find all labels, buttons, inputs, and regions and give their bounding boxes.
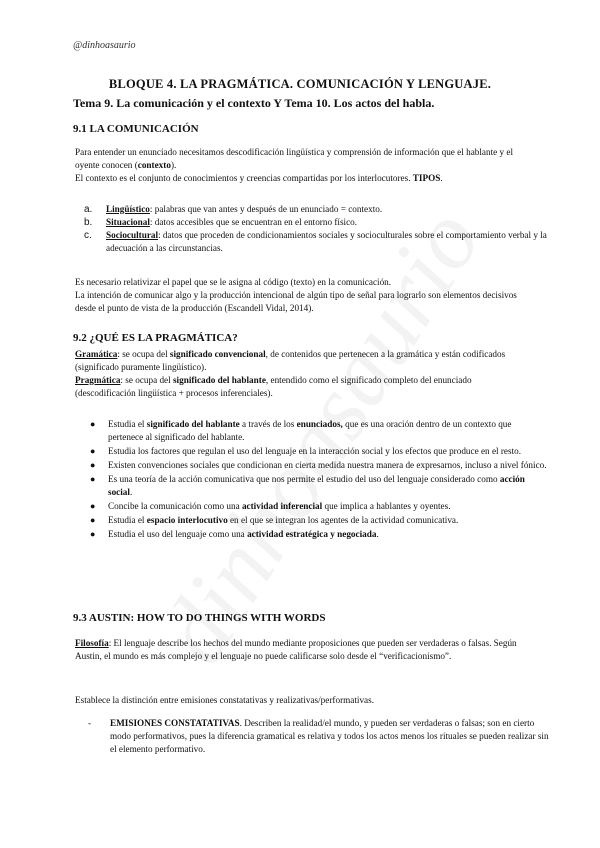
list-item: ● Estudia el significado del hablante a través de los enunciados, que es una oración dentro de un contexto que pertenece al significado del hablante. <box>90 419 512 442</box>
list-item: ● Estudia los factores que regulan el uso del lenguaje en la interacción social y los efectos que produce en el resto. <box>90 446 522 456</box>
section-heading-comunicacion: 9.1 LA COMUNICACIÓN <box>73 123 199 135</box>
list-item: ● Es una teoría de la acción comunicativa que nos permite el estudio del uso del lenguaje considerado como acción social. <box>90 474 525 497</box>
list-item: c. Sociocultural: datos que proceden de condicionamientos sociales y socioculturales sobre el comportamiento verbal y la adecuación a las circunstancias. <box>84 230 547 253</box>
pragmatica-bullet-list <box>90 418 548 542</box>
list-item: ● Estudia el uso del lenguaje como una actividad estratégica y negociada. <box>90 529 379 539</box>
document-title: BLOQUE 4. LA PRAGMÁTICA. COMUNICACIÓN Y LENGUAJE. <box>108 77 492 91</box>
paragraph-distincion: Establece la distinción entre emisiones constatativas y realizativas/performativas. <box>75 695 374 705</box>
list-item: ● Existen convenciones sociales que condicionan en cierta medida nuestra manera de expresarnos, incluso a nivel fónico. <box>90 460 547 470</box>
author-handle: @dinhoasaurio <box>73 40 136 51</box>
list-item-emisiones-constatativas: - EMISIONES CONSTATATIVAS. Describen la realidad/el mundo, y pueden ser verdaderas o falsas; son en cierto modo performativos, pues la diferencia gramatical es relativa y todos los actos menos los rituales se pueden realizar sin el elemento performativo. <box>88 718 549 754</box>
section-heading-austin: 9.3 AUSTIN: HOW TO DO THINGS WITH WORDS <box>73 612 326 624</box>
list-item: ● Estudia el espacio interlocutivo en el que se integran los agentes de la actividad comunicativa. <box>90 515 459 525</box>
context-types-list <box>84 203 550 255</box>
paragraph-enunciado: Para entender un enunciado necesitamos descodificación lingüística y comprensión de información que el hablante y el oyente conocen (contexto). El contexto es el conjunto de conocimientos y creencias compartidas por los interlocutores. TIPOS. <box>75 147 514 183</box>
paragraph-codigo: Es necesario relativizar el papel que se le asigna al código (texto) en la comunicación. La intención de comunicar algo y la producción intencional de algún tipo de señal para lograrlo son elementos decisivos desde el punto de vista de la producción (Escandell Vidal, 2014). <box>75 277 517 313</box>
list-item: ● Concibe la comunicación como una actividad inferencial que implica a hablantes y oyentes. <box>90 501 451 511</box>
list-item: b. Situacional: datos accesibles que se encuentran en el entorno físico. <box>84 217 358 228</box>
list-item: a. Lingüístico: palabras que van antes y después de un enunciado = contexto. <box>84 204 383 215</box>
document-subtitle: Tema 9. La comunicación y el contexto Y Tema 10. Los actos del habla. <box>73 96 435 110</box>
section-heading-pragmatica: 9.2 ¿QUÉ ES LA PRAGMÁTICA? <box>73 332 238 344</box>
paragraph-gramatica-pragmatica: Gramática: se ocupa del significado convencional, de contenidos que pertenecen a la gramática y están codificados (significado puramente lingüístico). Pragmática: se ocupa del significado del hablante, entendido como el significado completo del enunciado (descodificación lingüística + procesos inferenciales). <box>75 349 506 398</box>
paragraph-filosofia: Filosofía: El lenguaje describe los hechos del mundo mediante proposiciones que pueden ser verdaderas o falsas. Según Austin, el mundo es más complejo y el lenguaje no puede calificarse solo desde el “verificacionismo”. <box>75 638 517 661</box>
